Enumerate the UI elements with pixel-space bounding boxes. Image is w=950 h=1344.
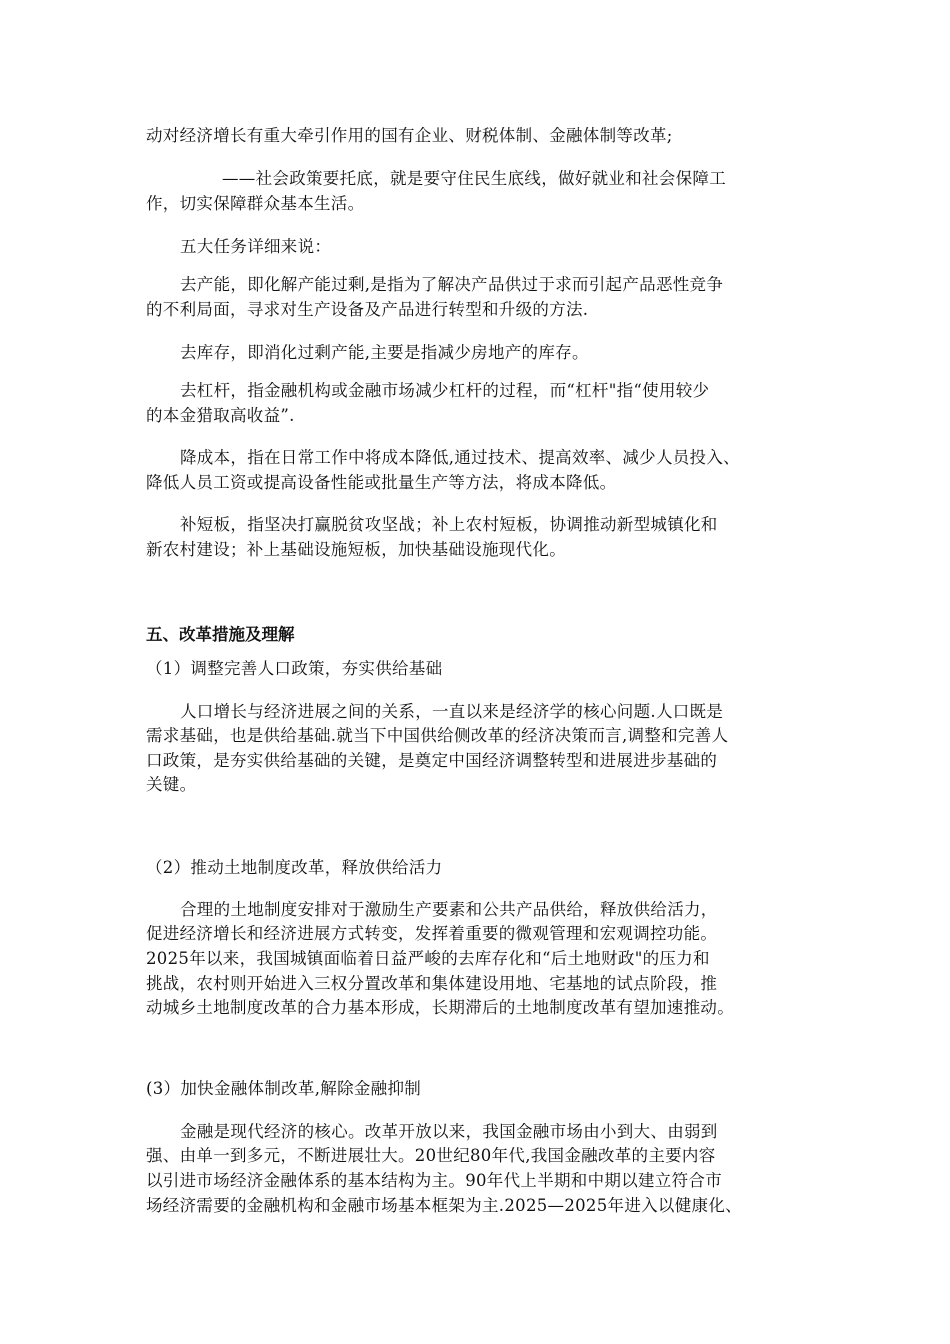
subsection-title: (3）加快金融体制改革,解除金融抑制 <box>146 1079 422 1098</box>
paragraph-line: 金融是现代经济的核心。改革开放以来，我国金融市场由小到大、由弱到 <box>180 1122 718 1141</box>
paragraph-line: 去杠杆，指金融机构或金融市场减少杠杆的过程，而“杠杆"指“使用较少 <box>180 381 710 400</box>
paragraph-line: 去产能，即化解产能过剩,是指为了解决产品供过于求而引起产品恶性竞争 <box>180 275 724 294</box>
paragraph-line: 挑战，农村则开始进入三权分置改革和集体建设用地、宅基地的试点阶段，推 <box>146 974 718 993</box>
paragraph-line: 强、由单一到多元，不断进展壮大。20世纪80年代,我国金融改革的主要内容 <box>146 1146 716 1165</box>
subsection-title: （2）推动土地制度改革，释放供给活力 <box>146 858 443 877</box>
paragraph-line: 的本金猎取高收益”. <box>146 406 295 425</box>
paragraph-line: ——社会政策要托底，就是要守住民生底线，做好就业和社会保障工 <box>222 169 726 188</box>
paragraph-line: 的不利局面，寻求对生产设备及产品进行转型和升级的方法. <box>146 300 589 319</box>
paragraph-line: 关键。 <box>146 775 197 794</box>
paragraph-line: 以引进市场经济金融体系的基本结构为主。90年代上半期和中期以建立符合市 <box>146 1171 722 1190</box>
paragraph-line: 口政策，是夯实供给基础的关键，是奠定中国经济调整转型和进展进步基础的 <box>146 751 718 770</box>
paragraph-line: 合理的土地制度安排对于激励生产要素和公共产品供给，释放供给活力， <box>180 900 718 919</box>
paragraph-line: 动城乡土地制度改革的合力基本形成，长期滞后的土地制度改革有望加速推动。 <box>146 998 734 1017</box>
paragraph-line: 补短板，指坚决打赢脱贫攻坚战；补上农村短板，协调推动新型城镇化和 <box>180 515 718 534</box>
paragraph-line: 五大任务详细来说： <box>180 237 332 256</box>
paragraph-line: 场经济需要的金融机构和金融市场基本框架为主.2025—2025年进入以健康化、 <box>146 1196 742 1215</box>
paragraph-line: 新农村建设；补上基础设施短板，加快基础设施现代化。 <box>146 540 566 559</box>
paragraph-line: 2025年以来，我国城镇面临着日益严峻的去库存化和“后土地财政"的压力和 <box>146 949 710 968</box>
paragraph-line: 动对经济增长有重大牵引作用的国有企业、财税体制、金融体制等改革; <box>146 126 673 145</box>
paragraph-line: 降低人员工资或提高设备性能或批量生产等方法，将成本降低。 <box>146 473 617 492</box>
paragraph-line: 作，切实保障群众基本生活。 <box>146 194 365 213</box>
section-heading: 五、改革措施及理解 <box>146 625 295 644</box>
paragraph-line: 去库存，即消化过剩产能,主要是指减少房地产的库存。 <box>180 343 589 362</box>
subsection-title: （1）调整完善人口政策，夯实供给基础 <box>146 659 443 678</box>
paragraph-line: 降成本，指在日常工作中将成本降低,通过技术、提高效率、减少人员投入、 <box>180 448 740 467</box>
paragraph-line: 人口增长与经济进展之间的关系，一直以来是经济学的核心问题.人口既是 <box>180 702 724 721</box>
paragraph-line: 促进经济增长和经济进展方式转变，发挥着重要的微观管理和宏观调控功能。 <box>146 924 718 943</box>
paragraph-line: 需求基础，也是供给基础.就当下中国供给侧改革的经济决策而言,调整和完善人 <box>146 726 729 745</box>
